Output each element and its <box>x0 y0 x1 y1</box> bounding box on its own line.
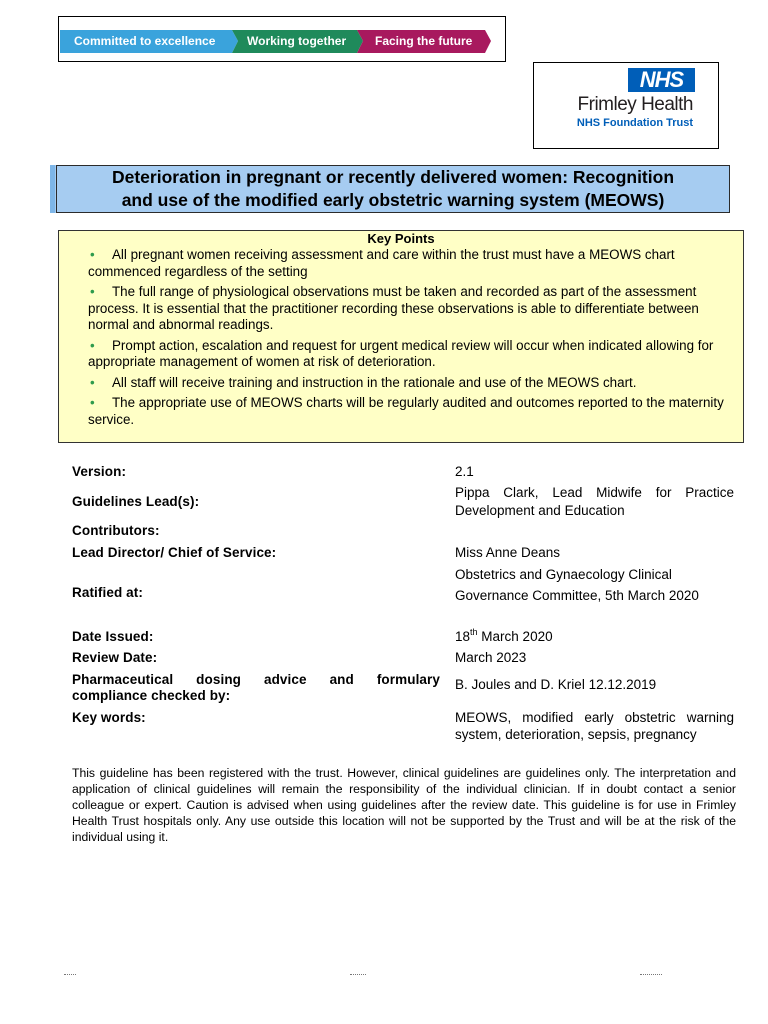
ratified-label: Ratified at: <box>72 585 143 600</box>
director-value: Miss Anne Deans <box>455 545 561 560</box>
issued-label: Date Issued: <box>72 629 154 644</box>
bullet-icon: • <box>90 247 95 262</box>
footer-fragment <box>64 974 76 979</box>
value-label-future: Facing the future <box>375 34 473 48</box>
org-name: Frimley Health <box>577 94 693 115</box>
pharma-label: Pharmaceutical dosing advice and formulary compliance checked by: <box>72 672 440 703</box>
title-accent-strip <box>50 165 55 213</box>
nhs-logo-badge: NHS <box>628 68 695 92</box>
key-points-box <box>58 230 744 443</box>
footer-fragment <box>350 974 366 979</box>
key-point-item <box>88 375 738 392</box>
leads-label: Guidelines Lead(s): <box>72 494 200 509</box>
key-point-item <box>88 284 738 334</box>
key-point-item <box>88 338 738 371</box>
footer-fragment <box>640 974 662 979</box>
org-subtitle: NHS Foundation Trust <box>576 117 693 129</box>
leads-value: Pippa Clark, Lead Midwife for Practice Development and Education <box>455 485 734 518</box>
key-point-text: The appropriate use of MEOWS charts will be regularly audited and outcomes reported to the maternity service. <box>88 395 724 427</box>
keywords-label: Key words: <box>72 710 146 725</box>
document-title <box>56 165 730 213</box>
key-points-heading: Key Points <box>367 231 435 246</box>
director-label: Lead Director/ Chief of Service: <box>72 545 277 560</box>
issued-value <box>455 628 734 646</box>
title-line-1: Deterioration in pregnant or recently delivered women: Recognition <box>111 167 675 187</box>
version-label: Version: <box>72 464 127 479</box>
document-title-box <box>50 165 730 213</box>
bullet-icon: • <box>90 337 95 353</box>
review-value: March 2023 <box>455 650 527 665</box>
keywords-value: MEOWS, modified early obstetric warning system, deterioration, sepsis, pregnancy <box>455 710 734 742</box>
pharma-value: B. Joules and D. Kriel 12.12.2019 <box>455 677 657 692</box>
key-point-text: The full range of physiological observations must be taken and recorded as part of the assessment process. It is essential that the practitioner recording these observations is able to differentiate between normal and abnormal readings. <box>88 284 699 332</box>
bullet-icon: • <box>90 284 95 299</box>
value-label-excellence: Committed to excellence <box>74 34 216 48</box>
ratified-value: Obstetrics and Gynaecology Clinical Governance Committee, 5th March 2020 <box>455 567 699 603</box>
key-point-text: Prompt action, escalation and request for urgent medical review will occur when indicated allowing for appropriate management of women at risk of deterioration. <box>88 337 714 369</box>
bullet-icon: • <box>90 374 95 390</box>
trust-logo <box>533 62 719 149</box>
contributors-label: Contributors: <box>72 523 160 538</box>
review-label: Review Date: <box>72 650 158 665</box>
bullet-icon: • <box>90 395 95 410</box>
issued-ordinal: th <box>470 627 478 637</box>
key-points-list <box>88 247 738 432</box>
value-label-together: Working together <box>247 34 347 48</box>
issued-month-year: March 2020 <box>477 629 553 644</box>
key-point-item <box>88 247 738 280</box>
key-point-text: All pregnant women receiving assessment and care within the trust must have a MEOWS chart commenced regardless of the setting <box>88 247 675 279</box>
key-point-item <box>88 395 738 428</box>
version-value: 2.1 <box>455 464 474 479</box>
title-line-2: and use of the modified early obstetric warning system (MEOWS) <box>121 190 665 210</box>
issued-day: 18 <box>455 629 471 644</box>
disclaimer-paragraph: This guideline has been registered with the trust. However, clinical guidelines are guidelines only. The interpretation and application of clinical guidelines will remain the responsibility of the individual clinician. If in doubt contact a senior colleague or expert. Caution is advised when using guidelines after the review date. This guideline is for use in Frimley Health Trust hospitals only. Any use outside this location will not be supported by the Trust and will be at the risk of the individual using it. <box>72 766 736 844</box>
values-banner <box>58 16 506 62</box>
key-point-text: All staff will receive training and instruction in the rationale and use of the MEOWS chart. <box>112 374 637 390</box>
